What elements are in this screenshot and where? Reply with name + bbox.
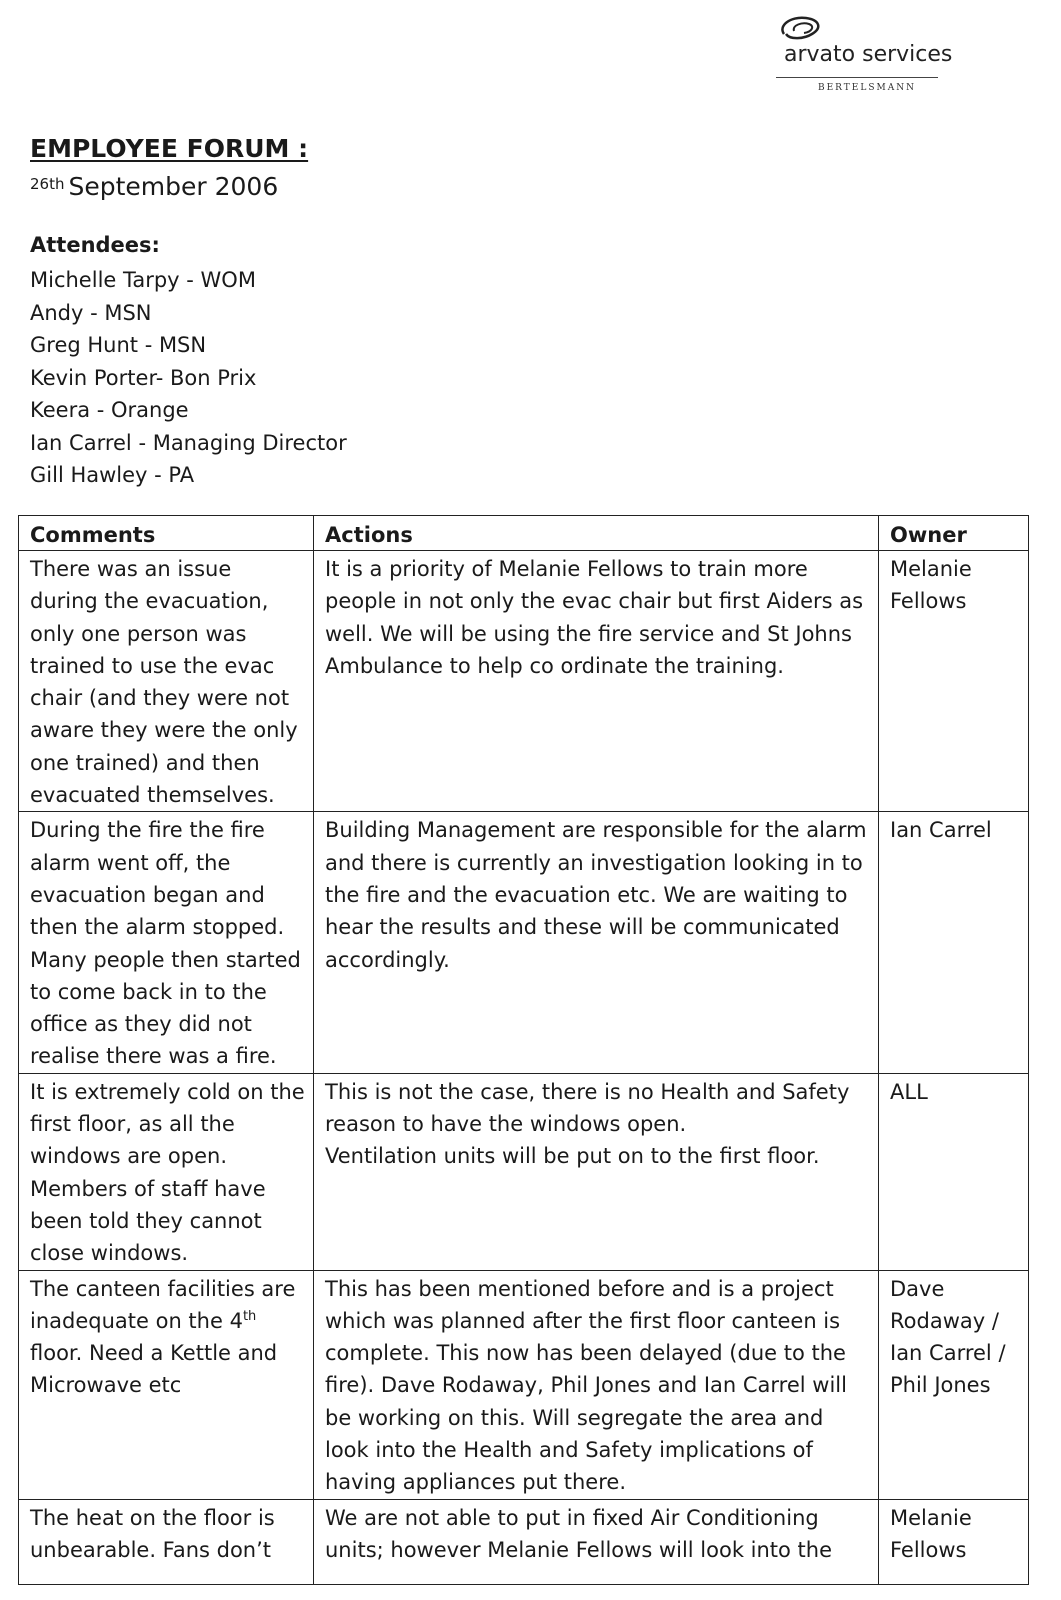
comment-text: The canteen facilities are inadequate on the 4	[30, 1276, 296, 1333]
arvato-logo	[776, 14, 953, 93]
minutes-table	[18, 515, 1029, 1585]
table-row	[19, 1499, 1029, 1584]
action-cell: We are not able to put in fixed Air Conditioning units; however Melanie Fellows will look into the	[314, 1499, 879, 1584]
action-cell: This has been mentioned before and is a project which was planned after the first floor canteen is complete. This now has been delayed (due to the fire). Dave Rodaway, Phil Jones and Ian Carrel will be working on this. Will segregate the area and look into the Health and Safety implications of having appliances put there.	[314, 1270, 879, 1499]
comment-cell: There was an issue during the evacuation, only one person was trained to use the evac chair (and they were not aware they were the only one trained) and then evacuated themselves.	[19, 551, 314, 812]
attendee: Kevin Porter- Bon Prix	[30, 365, 257, 390]
logo-subtitle: BERTELSMANN	[818, 83, 916, 93]
action-cell: This is not the case, there is no Health and Safety reason to have the windows open. Ventilation units will be put on to the first floor.	[314, 1073, 879, 1270]
comment-cell: During the fire the fire alarm went off, the evacuation began and then the alarm stopped. Many people then started to come back in to the office as they did not realise there was a fire.	[19, 812, 314, 1073]
owner-cell: Melanie Fellows	[879, 1499, 1029, 1584]
comment-cell: The heat on the floor is unbearable. Fans don’t	[19, 1499, 314, 1584]
attendees-label: Attendees:	[30, 233, 160, 257]
table-row	[19, 1073, 1029, 1270]
owner-cell: Ian Carrel	[879, 812, 1029, 1073]
attendee: Keera - Orange	[30, 398, 189, 422]
arvato-swirl-icon	[776, 14, 826, 42]
table-header-row	[19, 516, 1029, 551]
action-cell: Building Management are responsible for the alarm and there is currently an investigation looking in to the fire and the evacuation etc. We are waiting to hear the results and these will be communicated accordingly.	[314, 812, 879, 1073]
action-cell: It is a priority of Melanie Fellows to train more people in not only the evac chair but first Aiders as well. We will be using the fire service and St Johns Ambulance to help co ordinate the training.	[314, 551, 879, 812]
meeting-date	[30, 172, 278, 201]
attendee: Andy - MSN	[30, 300, 152, 325]
comment-text: floor. Need a Kettle and Microwave etc	[30, 1341, 278, 1398]
attendee: Gill Hawley - PA	[30, 463, 195, 487]
actions-header: Actions	[314, 516, 879, 551]
owner-cell: Melanie Fellows	[879, 551, 1029, 812]
ordinal-suffix: th	[242, 1308, 257, 1324]
table-row	[19, 551, 1029, 812]
owner-cell: Dave Rodaway / Ian Carrel / Phil Jones	[879, 1270, 1029, 1499]
comment-cell	[19, 1270, 314, 1499]
comment-cell: It is extremely cold on the first floor, as all the windows are open. Members of staff have been told they cannot close windows.	[19, 1073, 314, 1270]
comments-header: Comments	[19, 516, 314, 551]
date-day: 26th	[30, 175, 65, 193]
date-month-year: September 2006	[68, 172, 279, 201]
attendee: Ian Carrel - Managing Director	[30, 430, 347, 455]
document-title: EMPLOYEE FORUM :	[30, 134, 309, 163]
attendees-list	[30, 264, 347, 492]
owner-header: Owner	[879, 516, 1029, 551]
attendee: Michelle Tarpy - WOM	[30, 268, 256, 292]
table-row	[19, 1270, 1029, 1499]
logo-rule	[776, 77, 938, 78]
table-row	[19, 812, 1029, 1073]
attendee: Greg Hunt - MSN	[30, 333, 207, 357]
logo-brand: arvato services	[784, 42, 953, 67]
owner-cell: ALL	[879, 1073, 1029, 1270]
